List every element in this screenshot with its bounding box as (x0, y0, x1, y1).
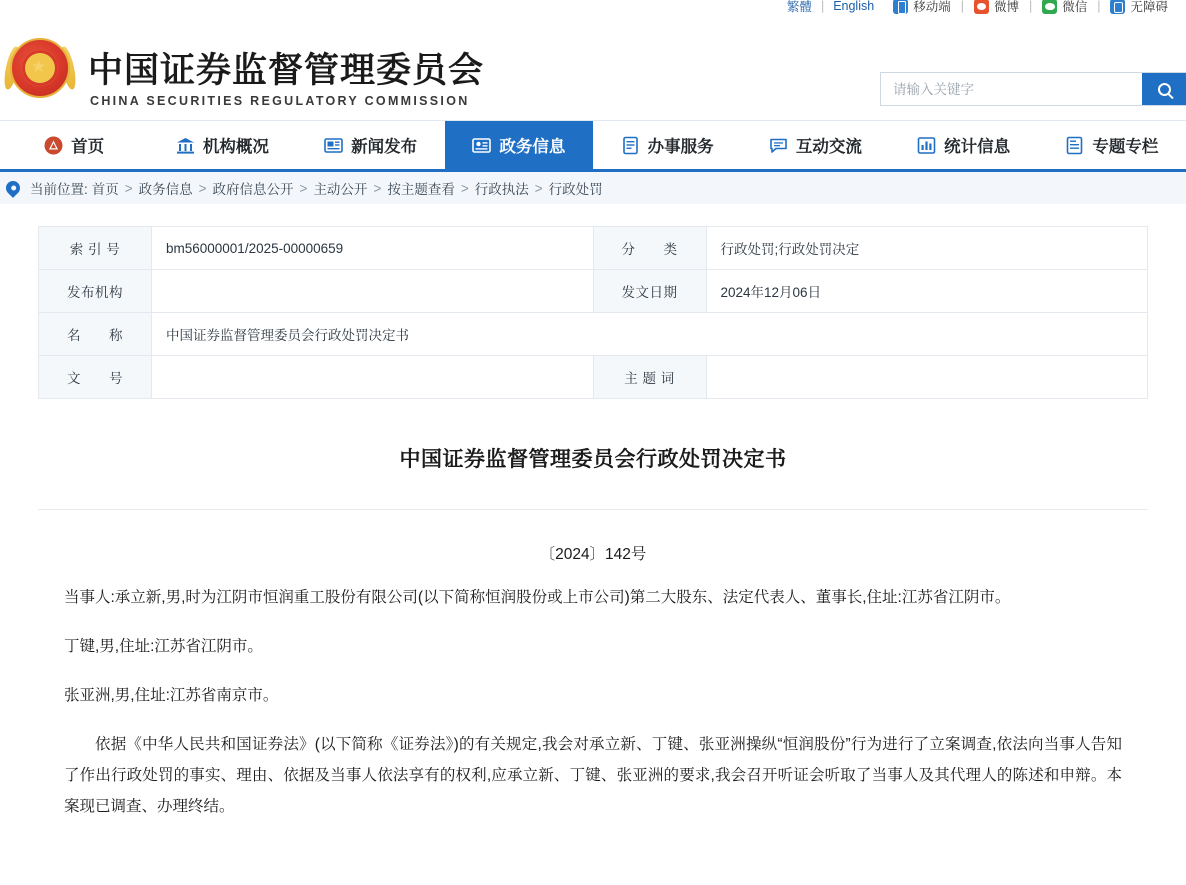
nav-item-statistics[interactable] (890, 121, 1038, 169)
breadcrumb-separator-3: > (373, 180, 382, 196)
breadcrumb-item-4[interactable]: 按主题查看 (387, 182, 455, 197)
title-divider (38, 509, 1148, 510)
page-content (0, 204, 1186, 822)
nav-item-topics[interactable] (1038, 121, 1186, 169)
english-link[interactable]: English (833, 0, 875, 13)
document-paragraph-2: 张亚洲,男,住址:江苏省南京市。 (64, 687, 279, 704)
meta-value-docnum (152, 356, 594, 399)
meta-label-name: 名 称 (39, 313, 152, 356)
nav-item-news[interactable] (297, 121, 445, 169)
meta-label-index: 索 引 号 (39, 227, 152, 270)
nav-item-institution-label: 机构概况 (202, 138, 269, 156)
home-icon (44, 136, 63, 155)
meta-label-date: 发文日期 (593, 270, 706, 313)
breadcrumb-separator-2: > (299, 180, 308, 196)
table-row (39, 313, 1148, 356)
document-paragraph-0: 当事人:承立新,男,时为江阴市恒润重工股份有限公司(以下简称恒润股份或上市公司)第二大股东、法定代表人、董事长,住址:江苏省江阴市。 (64, 589, 1011, 606)
accessibility-shortcut[interactable] (1100, 0, 1178, 15)
news-icon (324, 136, 343, 155)
accessibility-icon (1110, 0, 1125, 14)
breadcrumb-separator-5: > (534, 180, 543, 196)
meta-label-agency: 发布机构 (39, 270, 152, 313)
mobile-icon (893, 0, 908, 14)
breadcrumb-prefix: 当前位置: (30, 182, 88, 197)
nav-item-services[interactable] (593, 121, 741, 169)
nav-item-topics-label: 专题专栏 (1092, 138, 1159, 156)
meta-value-date: 2024年12月06日 (706, 270, 1148, 313)
institution-icon (176, 136, 195, 155)
accessibility-shortcut-label: 无障碍 (1130, 0, 1168, 14)
nav-item-interaction[interactable] (741, 121, 889, 169)
search-button[interactable] (1142, 73, 1186, 105)
search-icon (1158, 83, 1171, 96)
csrc-emblem (10, 34, 78, 102)
site-title-en: CHINA SECURITIES REGULATORY COMMISSION (90, 94, 470, 108)
interaction-icon (769, 136, 788, 155)
breadcrumb-item-1[interactable]: 政务信息 (138, 182, 193, 197)
statistics-icon (917, 136, 936, 155)
nav-item-news-label: 新闻发布 (351, 138, 418, 156)
breadcrumb-separator-1: > (198, 180, 207, 196)
weibo-icon (974, 0, 989, 14)
nav-item-home-label: 首页 (71, 138, 105, 156)
breadcrumb (0, 172, 1186, 204)
breadcrumb-item-0[interactable]: 首页 (91, 182, 119, 197)
breadcrumb-item-3[interactable]: 主动公开 (313, 182, 368, 197)
topics-icon (1065, 136, 1084, 155)
weixin-icon (1042, 0, 1057, 14)
breadcrumb-item-5[interactable]: 行政执法 (474, 182, 529, 197)
document-paragraph-1: 丁键,男,住址:江苏省江阴市。 (64, 638, 263, 655)
breadcrumb-item-2[interactable]: 政府信息公开 (212, 182, 294, 197)
site-header (0, 16, 1186, 120)
mobile-shortcut-label: 移动端 (913, 0, 951, 14)
weibo-shortcut-label: 微博 (993, 0, 1019, 14)
emblem-star: ★ (31, 57, 47, 76)
main-navigation (0, 120, 1186, 172)
breadcrumb-separator-0: > (124, 180, 133, 196)
document-metadata-table (38, 226, 1148, 399)
nav-item-interaction-label: 互动交流 (795, 138, 862, 156)
search-input[interactable] (881, 73, 1142, 105)
meta-label-docnum: 文 号 (39, 356, 152, 399)
nav-item-services-label: 办事服务 (647, 138, 714, 156)
topbar-separator-3: | (1028, 0, 1033, 13)
meta-value-index: bm56000001/2025-00000659 (152, 227, 594, 270)
nav-item-institution[interactable] (148, 121, 296, 169)
topbar-separator-4: | (1097, 0, 1101, 13)
weixin-shortcut[interactable] (1032, 0, 1097, 15)
nav-item-government-info[interactable] (445, 121, 593, 169)
nav-item-home[interactable] (0, 121, 148, 169)
government-info-icon (472, 136, 491, 155)
mobile-shortcut[interactable] (883, 0, 961, 15)
location-pin-icon (3, 178, 23, 198)
meta-value-agency (152, 270, 594, 313)
meta-label-keywords: 主 题 词 (593, 356, 706, 399)
top-utility-bar (0, 0, 1186, 16)
table-row (39, 356, 1148, 399)
meta-value-keywords (706, 356, 1148, 399)
document-number: 〔2024〕142号 (539, 546, 647, 563)
traditional-chinese-link[interactable]: 繁體 (786, 0, 812, 14)
topbar-separator-2: | (960, 0, 964, 13)
services-icon (621, 136, 640, 155)
page-title: 中国证券监督管理委员会行政处罚决定书 (399, 448, 787, 471)
meta-value-category: 行政处罚;行政处罚决定 (706, 227, 1148, 270)
meta-label-category: 分 类 (593, 227, 706, 270)
nav-item-government-info-label: 政务信息 (499, 138, 566, 156)
document-body (38, 582, 1148, 822)
search-box[interactable] (880, 72, 1186, 106)
nav-item-statistics-label: 统计信息 (944, 138, 1011, 156)
meta-value-name: 中国证券监督管理委员会行政处罚决定书 (152, 313, 1148, 356)
breadcrumb-separator-4: > (460, 180, 469, 196)
document-paragraph-3: 依据《中华人民共和国证券法》(以下简称《证券法》)的有关规定,我会对承立新、丁键、张亚洲操纵“恒润股份”行为进行了立案调查,依法向当事人告知了作出行政处罚的事实、理由、依据及当事人依法享有的权利,应承立新、丁键、张亚洲的要求,我会召开听证会听取了当事人及其代理人的陈述和申辩。本案现已调查、办理终结。 (64, 736, 1122, 815)
table-row (39, 227, 1148, 270)
weibo-shortcut[interactable] (964, 0, 1029, 15)
table-row (39, 270, 1148, 313)
site-title-cn: 中国证券监督管理委员会 (88, 51, 485, 90)
weixin-shortcut-label: 微信 (1062, 0, 1088, 14)
breadcrumb-item-6[interactable]: 行政处罚 (548, 182, 603, 197)
topbar-separator: | (820, 0, 825, 13)
